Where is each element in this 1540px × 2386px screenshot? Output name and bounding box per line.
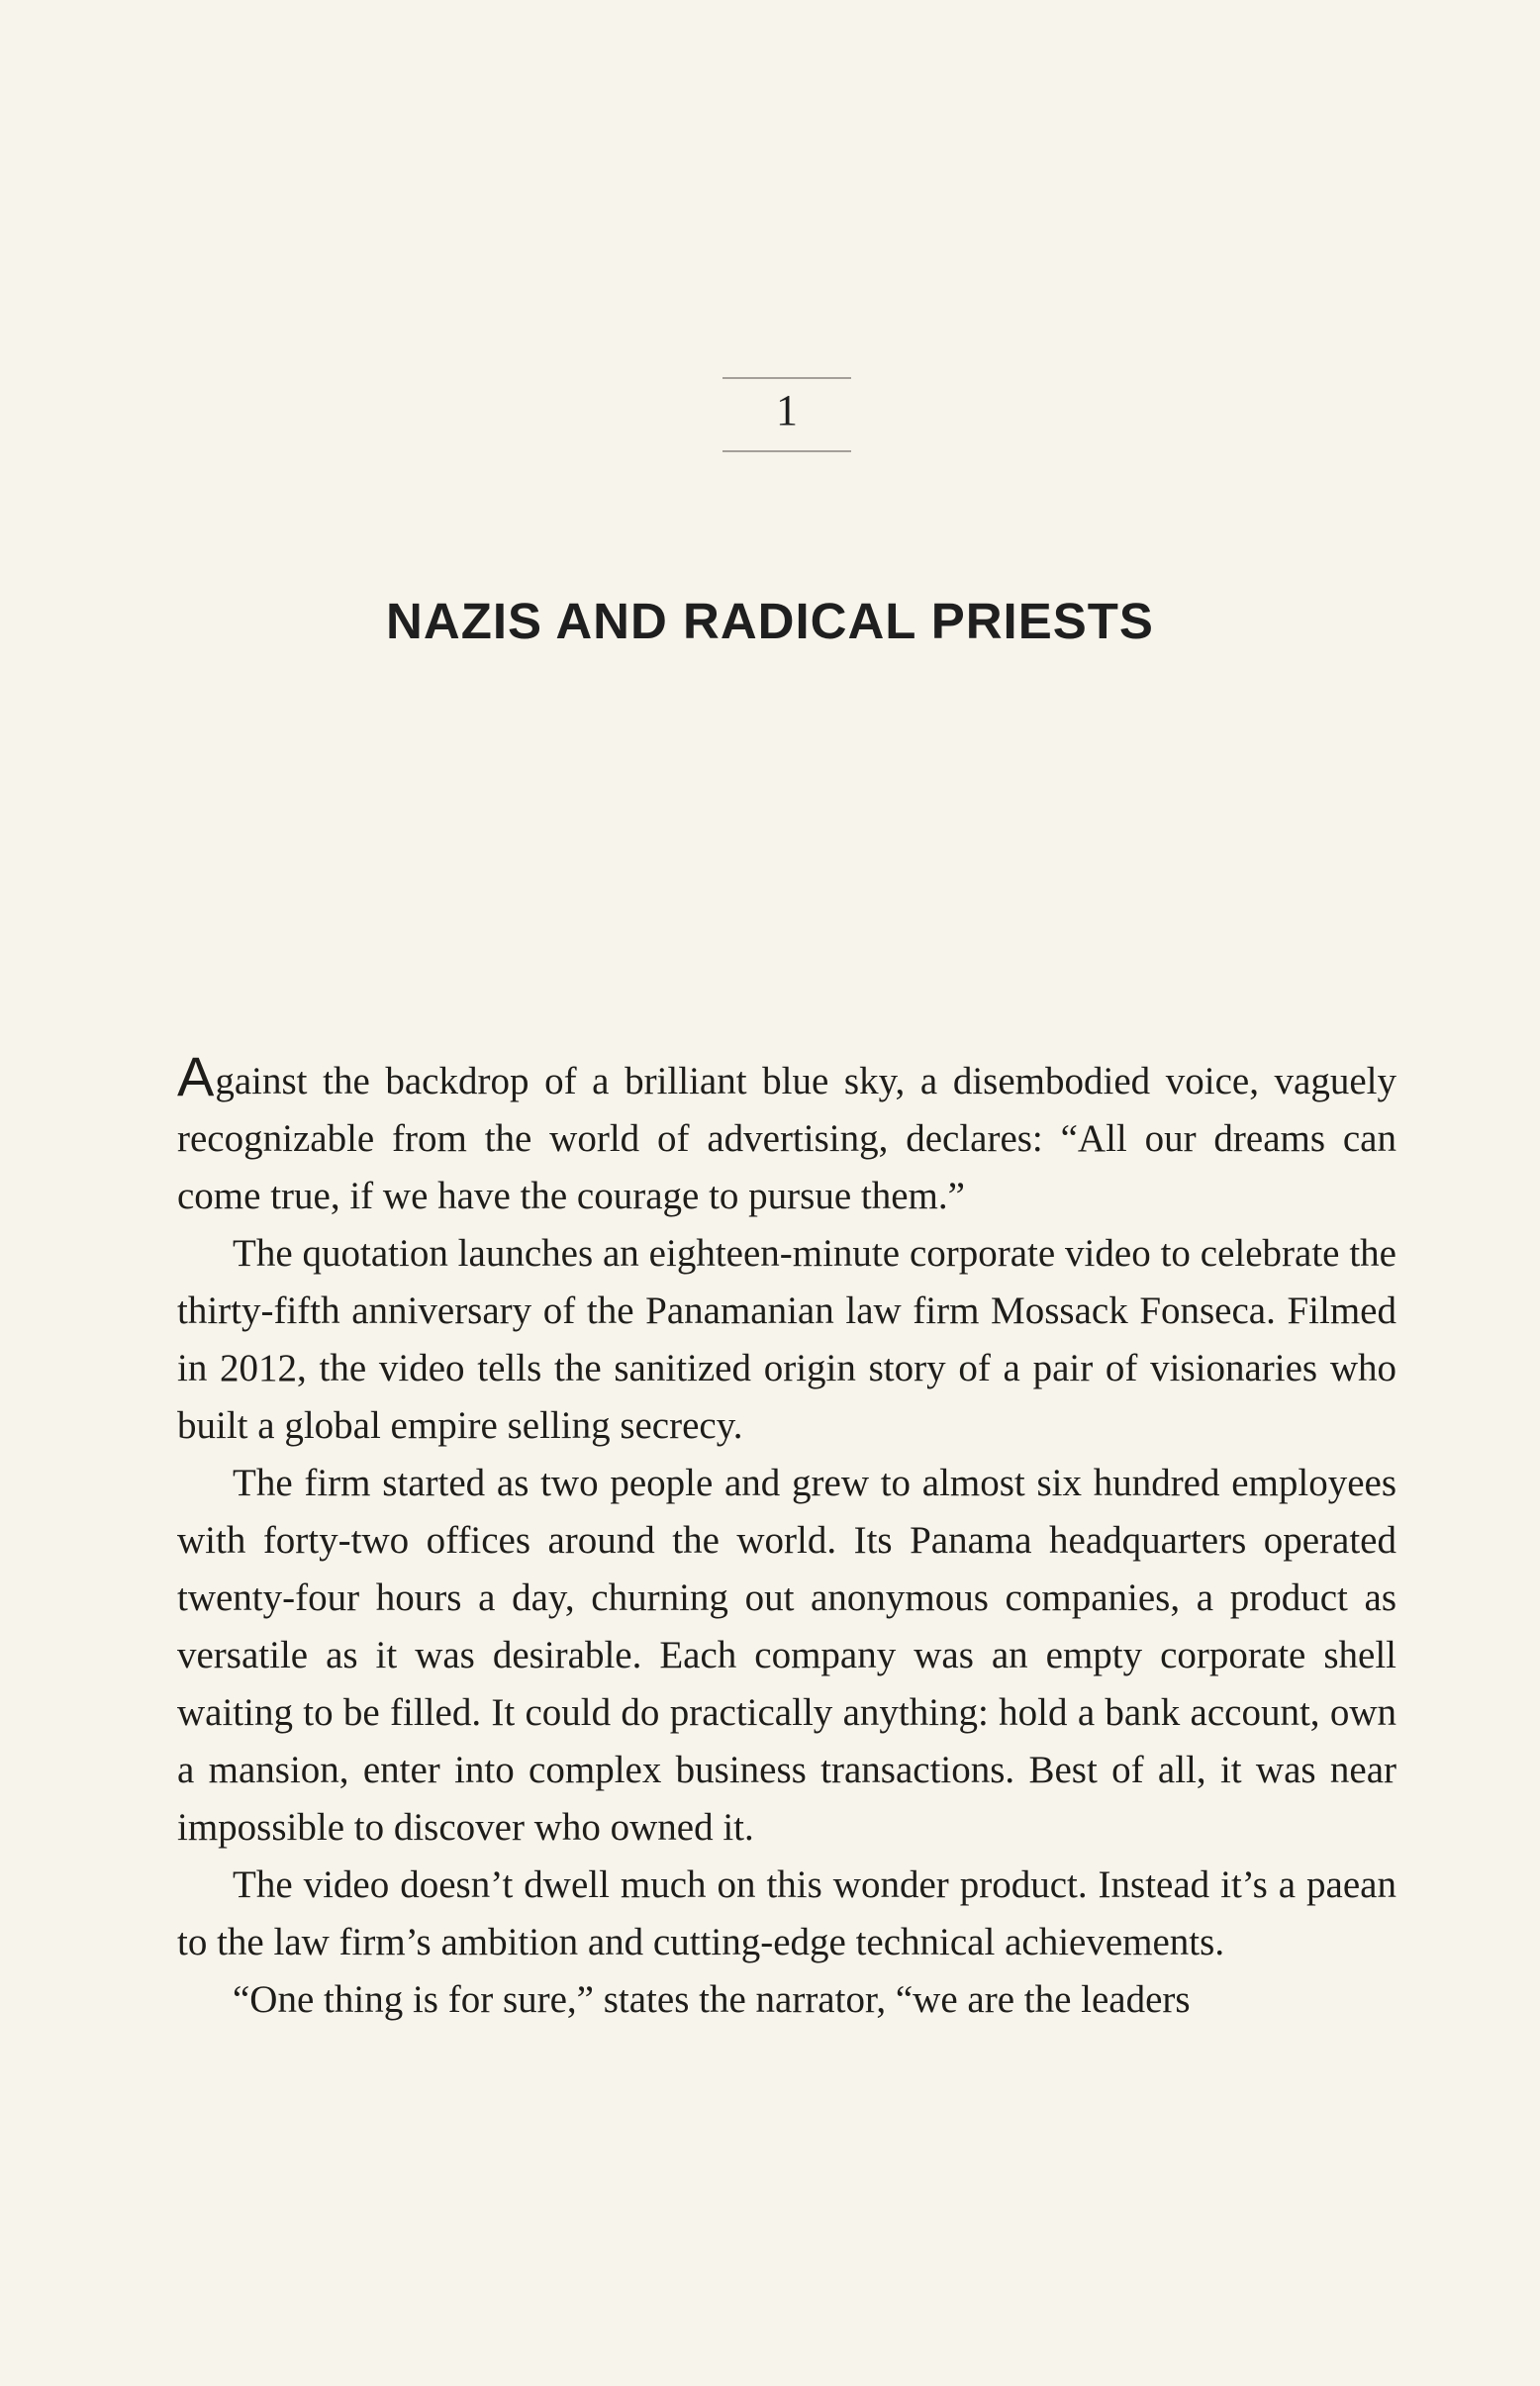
drop-cap: A <box>177 1045 215 1107</box>
chapter-number-bottom-rule <box>722 450 851 452</box>
paragraph-4: The video doesn’t dwell much on this wonder product. Instead it’s a paean to the law firm’s ambition and cutting-edge technical achievements. <box>177 1863 1396 1963</box>
chapter-number: 1 <box>776 386 798 434</box>
paragraph-2: The quotation launches an eighteen-minute corporate video to celebrate the thirty-fifth anniversary of the Panamanian law firm Mossack Fonseca. Filmed in 2012, the video tells the sanitized origin story of a pair of visionaries who built a global empire selling secrecy. <box>177 1232 1396 1447</box>
chapter-title: NAZIS AND RADICAL PRIESTS <box>386 593 1154 649</box>
chapter-number-top-rule <box>722 377 851 379</box>
chapter-body <box>177 1045 1396 2029</box>
paragraph-1 <box>177 1045 1396 1225</box>
paragraph-1-text: gainst the backdrop of a brilliant blue sky, a disembodied voice, vaguely recognizable from the world of advertising, declares: “All our dreams can come true, if we have the courage to pursue them.” <box>177 1060 1396 1217</box>
paragraph-5: “One thing is for sure,” states the narrator, “we are the leaders <box>233 1978 1191 2021</box>
chapter-number-block <box>722 371 851 465</box>
paragraph-3: The firm started as two people and grew to almost six hundred employees with forty-two offices around the world. Its Panama headquarters operated twenty-four hours a day, churning out anonymous companies, a product as versatile as it was desirable. Each company was an empty corporate shell waiting to be filled. It could do practically anything: hold a bank account, own a mansion, enter into complex business transactions. Best of all, it was near impossible to discover who owned it. <box>177 1462 1396 1849</box>
